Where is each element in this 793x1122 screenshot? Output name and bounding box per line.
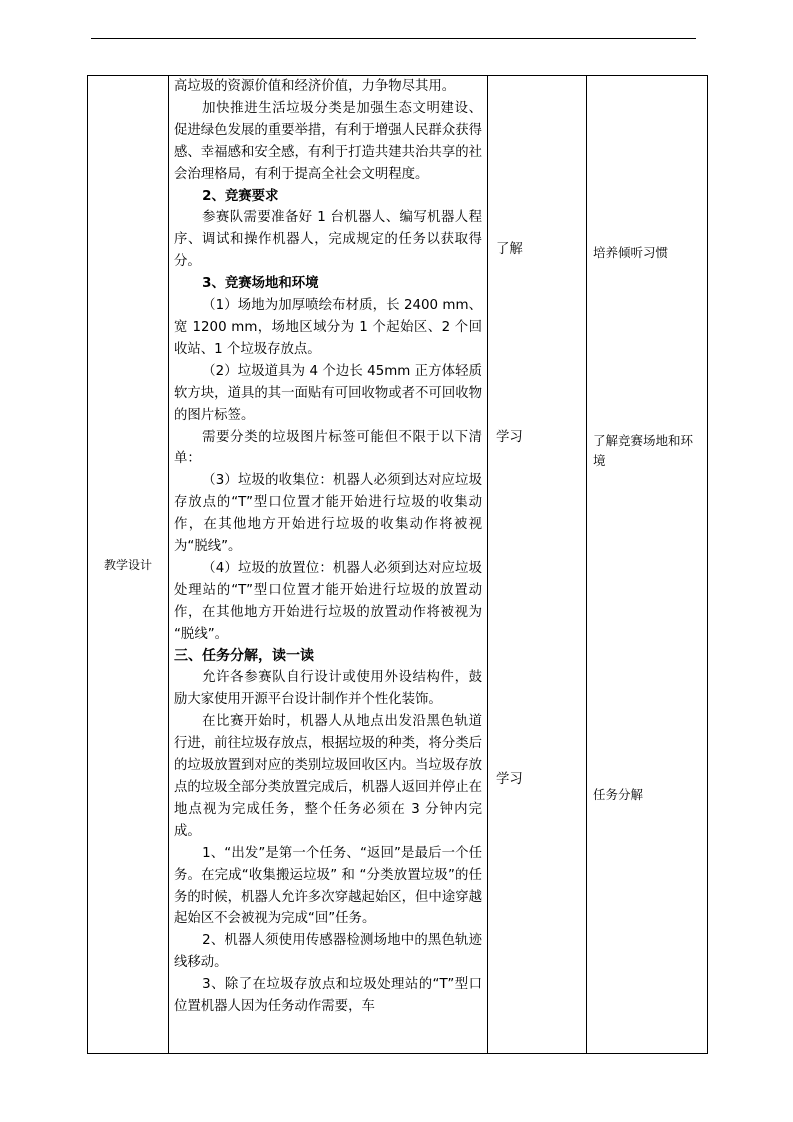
content-paragraph: 2、机器人须使用传感器检测场地中的黑色轨迹线移动。 — [174, 933, 482, 971]
design-intent-3: 任务分解 — [593, 787, 644, 802]
content-body — [169, 76, 487, 1018]
design-intent-2: 了解竞赛场地和环境 — [593, 433, 694, 468]
content-paragraph: 3、除了在垃圾存放点和垃圾处理站的“T”型口位置机器人因为任务动作需要，车 — [174, 977, 482, 1015]
content-paragraph: （1）场地为加厚喷绘布材质，长 2400 mm、宽 1200 mm，场地区域分为 1 个起始区、2 个回收站、1 个垃圾存放点。 — [174, 298, 482, 357]
content-heading: 三、任务分解，读一读 — [174, 647, 314, 664]
student-activity-1: 了解 — [496, 242, 523, 257]
student-activity-3: 学习 — [496, 772, 523, 787]
student-activity-cell — [488, 76, 587, 1054]
content-cell — [169, 76, 488, 1054]
content-paragraph: 参赛队需要准备好 1 台机器人、编写机器人程序、调试和操作机器人，完成规定的任务以获取得分。 — [174, 210, 482, 270]
header-rule — [91, 38, 696, 39]
section-label: 教学设计 — [103, 557, 152, 572]
content-paragraph: （2）垃圾道具为 4 个边长 45mm 正方体轻质软方块，道具的其一面贴有可回收物或者不可回收物的图片标签。 — [174, 363, 482, 423]
content-paragraph: 1、“出发”是第一个任务、“返回”是最后一个任务。在完成“收集搬运垃圾” 和 “分类放置垃圾”的任务的时候，机器人允许多次穿越起始区，但中途穿越起始区不会被视为完成“回”任务。 — [174, 845, 482, 927]
student-activity-2: 学习 — [496, 430, 523, 445]
section-label-cell — [88, 76, 169, 1054]
design-intent-cell — [587, 76, 708, 1054]
table-row — [88, 76, 708, 1054]
content-paragraph: 允许各参赛队自行设计或使用外设结构件，鼓励大家使用开源平台设计制作并个性化装饰。 — [174, 670, 482, 708]
lesson-plan-table — [87, 75, 708, 1054]
content-subheading: 2、竞赛要求 — [202, 188, 279, 204]
content-paragraph: （3）垃圾的收集位：机器人必须到达对应垃圾存放点的“T”型口位置才能开始进行垃圾的收集动作，在其他地方开始进行垃圾的收集动作将被视为“脱线”。 — [174, 473, 482, 555]
design-intent-1: 培养倾听习惯 — [593, 245, 669, 260]
content-paragraph: 需要分类的垃圾图片标签可能但不限于以下清单： — [174, 429, 482, 467]
content-paragraph: （4）垃圾的放置位：机器人必须到达对应垃圾处理站的“T”型口位置才能开始进行垃圾的放置动作，在其他地方开始进行垃圾的放置动作将被视为 “脱线”。 — [174, 560, 482, 642]
content-paragraph: 高垃圾的资源价值和经济价值，力争物尽其用。 — [174, 79, 456, 94]
content-paragraph: 加快推进生活垃圾分类是加强生态文明建设、促进绿色发展的重要举措，有利于增强人民群众获得感、幸福感和安全感，有利于打造共建共治共享的社会治理格局，有利于提高全社会文明程度。 — [174, 100, 482, 182]
content-subheading: 3、竞赛场地和环境 — [202, 276, 319, 292]
content-paragraph: 在比赛开始时，机器人从地点出发沿黑色轨道行进，前往垃圾存放点，根据垃圾的种类，将分类后的垃圾放置到对应的类别垃圾回收区内。当垃圾存放点的垃圾全部分类放置完成后，机器人返回并停止在地点视为完成任务，整个任务必须在 3 分钟内完成。 — [174, 714, 482, 839]
